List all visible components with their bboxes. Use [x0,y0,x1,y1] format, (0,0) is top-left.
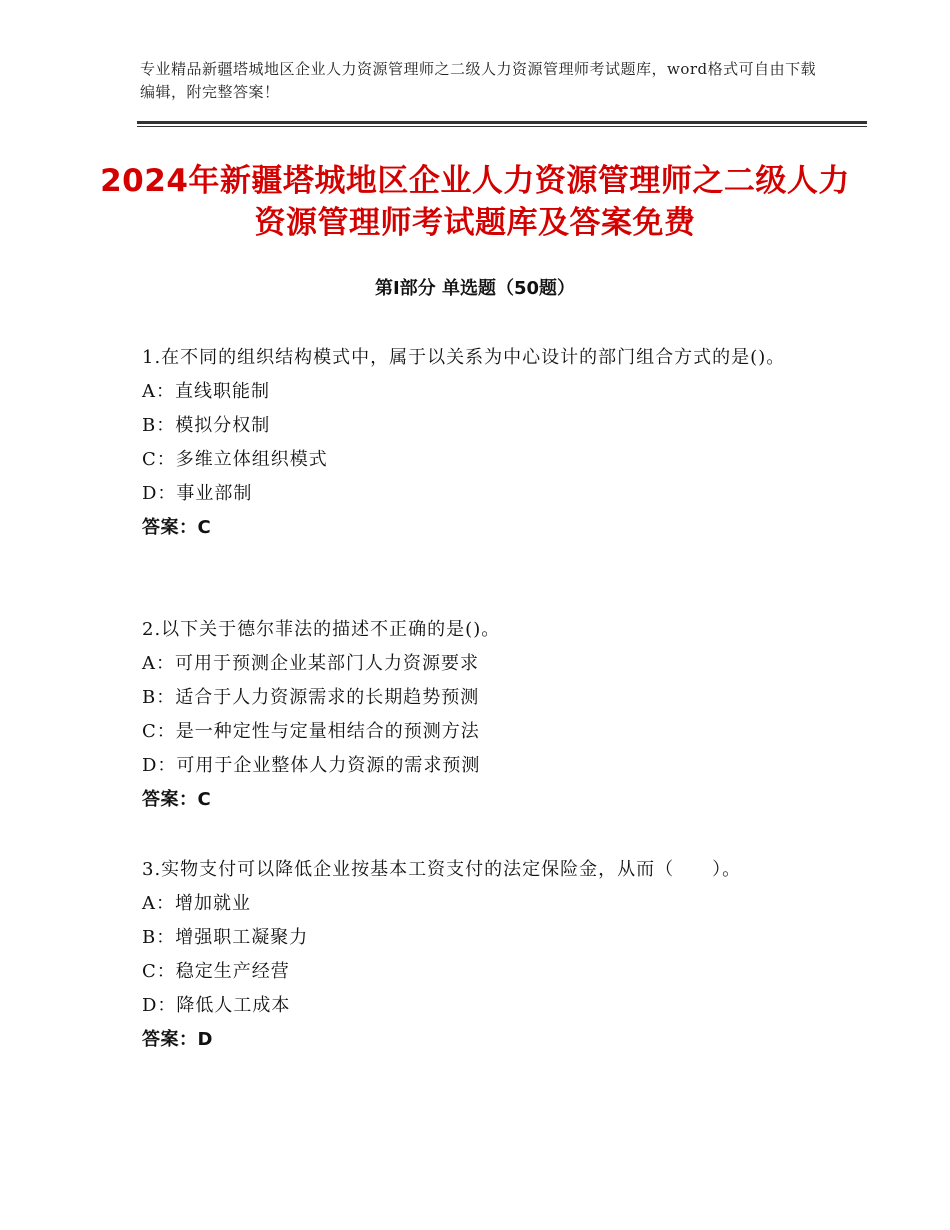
question-stem: 2.以下关于德尔菲法的描述不正确的是()。 [142,619,501,640]
header-divider-thin [137,126,867,127]
question-1 [142,341,822,545]
document-title: 2024年新疆塔城地区企业人力资源管理师之二级人力资源管理师考试题库及答案免费 [100,163,850,241]
option-b: B：适合于人力资源需求的长期趋势预测 [142,687,480,708]
option-d: D：事业部制 [142,483,253,504]
option-d: D：可用于企业整体人力资源的需求预测 [142,755,481,776]
question-stem: 1.在不同的组织结构模式中，属于以关系为中心设计的部门组合方式的是()。 [142,347,786,368]
question-2 [142,613,822,817]
header-note: 专业精品新疆塔城地区企业人力资源管理师之二级人力资源管理师考试题库，word格式可自由下载编辑，附完整答案！ [140,60,817,101]
answer: 答案：C [142,789,212,810]
option-a: A：直线职能制 [142,381,270,402]
answer: 答案：C [142,517,212,538]
option-b: B：增强职工凝聚力 [142,927,309,948]
option-b: B：模拟分权制 [142,415,271,436]
header-divider-thick [137,121,867,124]
section-title: 第Ⅰ部分 单选题（50题） [374,278,575,299]
option-a: A：增加就业 [142,893,251,914]
question-3 [142,853,822,1057]
option-a: A：可用于预测企业某部门人力资源要求 [142,653,479,674]
question-stem: 3.实物支付可以降低企业按基本工资支付的法定保险金，从而（ ）。 [142,859,742,880]
option-c: C：稳定生产经营 [142,961,290,982]
option-c: C：是一种定性与定量相结合的预测方法 [142,721,480,742]
option-d: D：降低人工成本 [142,995,291,1016]
option-c: C：多维立体组织模式 [142,449,328,470]
answer: 答案：D [142,1029,213,1050]
